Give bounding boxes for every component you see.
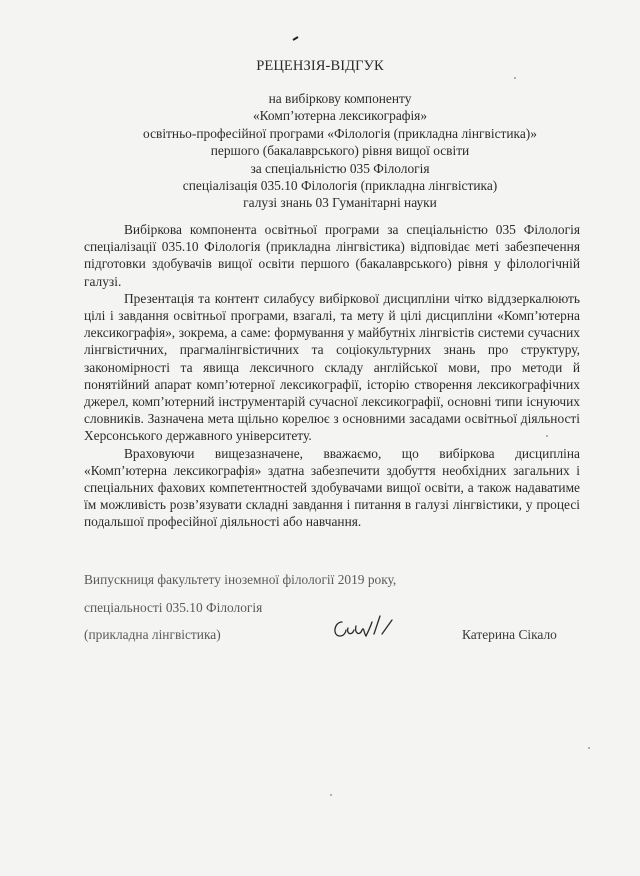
subtitle-line: освітньо-професійної програми «Філологія (прикладна лінгвістика)» (143, 125, 537, 141)
scan-speck (588, 747, 590, 749)
subtitle-line: за спеціальністю 035 Філологія (250, 160, 430, 176)
subtitle-line: на вибіркову компоненту (268, 91, 412, 106)
scan-speck (514, 77, 516, 79)
handwritten-signature (330, 612, 400, 644)
signature-line-2: спеціальності 035.10 Філологія (84, 600, 263, 615)
document-title: РЕЦЕНЗІЯ-ВІДГУК (256, 58, 384, 74)
signature-line-1: Випускниця факультету іноземної філології 2019 року, (84, 572, 397, 587)
document-subtitle-block (60, 90, 620, 212)
subtitle-line: галузі знань 03 Гуманітарні науки (243, 195, 437, 211)
reviewer-name: Катерина Сікало (462, 627, 557, 642)
subtitle-line: спеціалізація 035.10 Філологія (прикладна лінгвістика) (182, 178, 498, 194)
body-paragraph: Враховуючи вищезазначене, вважаємо, що вибіркова дисципліна «Комп’ютерна лексикографія» здатна забезпечити здобуття необхідних загальних і спеціальних фахових компетентностей здобувачами вищої освіти, а також надаватиме їм можливість розв’язувати складні завдання і питання в галузі лінгвістики, у процесі подальшої професійної діяльності або навчання. (84, 445, 580, 530)
ink-mark (292, 36, 300, 42)
scan-speck (330, 794, 332, 796)
scan-speck (546, 435, 548, 437)
subtitle-line: першого (бакалаврського) рівня вищої освіти (210, 143, 470, 159)
body-paragraph: Презентація та контент силабусу вибіркової дисципліни чітко віддзеркалюють цілі і завдання освітньої програми, взагалі, та мету й цілі дисципліни «Комп’ютерна лексикографія», зокрема, а саме: формування у майбутніх лінгвістів системи сучасних лінгвістичних, прагмалінгвістичних та соціокультурних знань про структуру, закономірності та явища лексичного складу англійської мови, про методи й понятійний апарат комп’ютерної лексикографії, історію створення лексикографічних джерел, комп’ютерний інструментарій сучасної лексикографії, основні типи існуючих словників. Зазначена мета щільно корелює з основними засадами освітньої діяльності Херсонського державного університету. (84, 290, 580, 444)
signature-line-3: (прикладна лінгвістика) (84, 627, 221, 642)
review-body (84, 221, 580, 531)
body-paragraph: Вибіркова компонента освітньої програми за спеціальністю 035 Філологія спеціалізації 035.10 Філологія (прикладна лінгвістика) відповідає меті забезпечення підготовки здобувачів вищої освіти першого (бакалаврського) рівня у філологічній галузі. (84, 222, 580, 289)
subtitle-line: «Комп’ютерна лексикографія» (252, 108, 428, 124)
